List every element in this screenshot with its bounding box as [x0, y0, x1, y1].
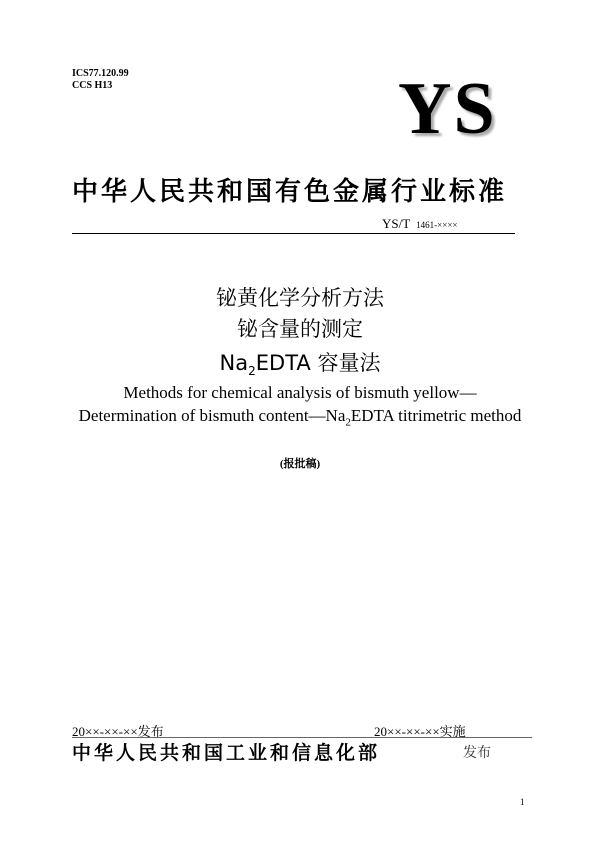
na-text: Na [219, 351, 249, 375]
ministry-name: 中华人民共和国工业和信息化部 [72, 742, 381, 764]
draft-label: (报批稿) [279, 458, 321, 470]
code-prefix: YS/T [382, 216, 411, 231]
en-part-b: EDTA titrimetric method [350, 406, 522, 425]
page-number: 1 [520, 797, 525, 807]
ys-logo: YS [398, 68, 497, 150]
en-part-a: Determination of bismuth content—Na [78, 406, 346, 425]
subscript: 2 [248, 364, 256, 379]
code-number: 1461-×××× [416, 220, 458, 230]
title-cn-line1: 铋黄化学分析方法 [216, 286, 384, 310]
title-en-line2 [0, 405, 600, 433]
classification-codes [72, 68, 129, 92]
header-divider [72, 233, 515, 234]
effective-date: 20××-××-××实施 [374, 724, 466, 739]
title-cn-line2: 铋含量的测定 [237, 317, 363, 341]
issue-date: 20××-××-××发布 [72, 724, 164, 739]
ccs-code: CCS H13 [72, 80, 113, 91]
ics-code: ICS77.120.99 [72, 68, 129, 79]
edta-text: EDTA 容量法 [255, 351, 381, 375]
publish-label: 发布 [463, 746, 491, 761]
en-subscript: 2 [345, 416, 351, 429]
standard-title: 中华人民共和国有色金属行业标准 [72, 177, 508, 207]
title-en-line1: Methods for chemical analysis of bismuth yellow— [123, 383, 477, 402]
title-cn-line3 [0, 350, 600, 384]
standard-code [382, 216, 457, 232]
